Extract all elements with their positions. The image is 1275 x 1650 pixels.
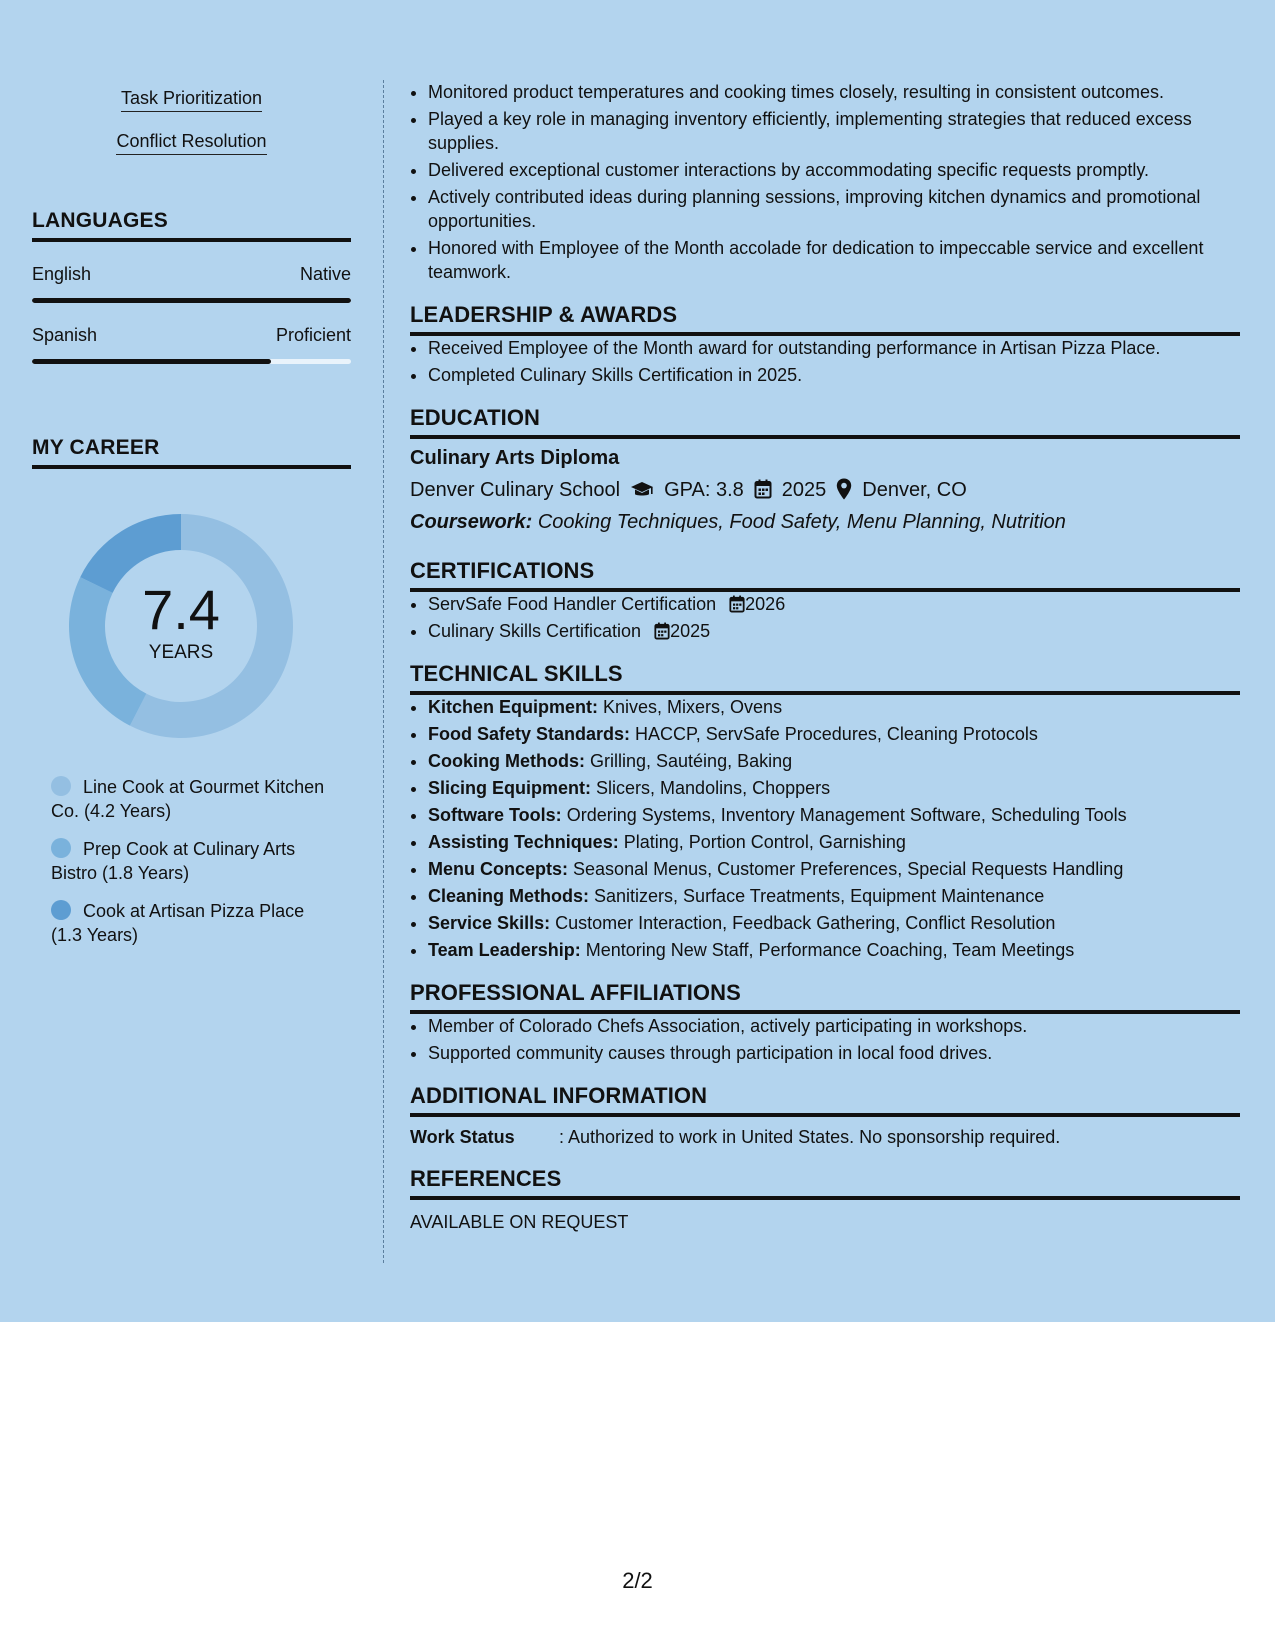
language-name: Spanish [32,325,98,345]
certifications-heading: CERTIFICATIONS [410,558,1240,592]
career-legend-label: Cook at Artisan Pizza Place (1.3 Years) [51,901,305,945]
leadership-item: • Received Employee of the Month award for outstanding performance in Artisan Pizza Place. [428,336,1240,360]
education-details [410,478,1240,503]
experience-bullets [410,80,1240,284]
work-status-row [410,1127,1240,1148]
references-text: AVAILABLE ON REQUEST [410,1212,629,1232]
education-school: Denver Culinary School [410,479,621,501]
map-pin-icon [836,478,852,503]
skill-value: Grilling, Sautéing, Baking [590,751,793,771]
affiliations-heading: PROFESSIONAL AFFILIATIONS [410,980,1240,1014]
certification-year: 2025 [670,621,711,641]
language-level: Proficient [275,325,351,345]
technical-skill-item [428,749,1240,773]
skill-label: Service Skills: [428,913,551,933]
calendar-icon [754,479,772,502]
skill-label: Cleaning Methods: [428,886,589,906]
experience-bullet: • Played a key role in managing inventory efficiently, implementing strategies that reduced excess supplies. [428,107,1240,155]
main-column [410,80,1240,1233]
skill-value: Ordering Systems, Inventory Management Software, Scheduling Tools [566,805,1127,825]
certification-item [428,592,1240,616]
skill-label: Team Leadership: [428,940,581,960]
skill-value: Plating, Portion Control, Garnishing [623,832,906,852]
skill-value: Seasonal Menus, Customer Preferences, Special Requests Handling [573,859,1124,879]
sidebar [32,80,351,961]
column-divider [383,80,384,1263]
certifications-list [410,592,1240,643]
legend-dot [51,776,71,796]
language-level-fill [32,298,351,303]
leadership-list [410,336,1240,387]
leadership-heading: LEADERSHIP & AWARDS [410,302,1240,336]
legend-dot [51,838,71,858]
experience-bullet: • Delivered exceptional customer interactions by accommodating specific requests promptly. [428,158,1240,182]
affiliation-item: • Member of Colorado Chefs Association, actively participating in workshops. [428,1014,1240,1038]
education-location: Denver, CO [862,479,967,501]
skill-tags [32,88,351,155]
education-heading: EDUCATION [410,405,1240,439]
skill-label: Food Safety Standards: [428,724,631,744]
technical-skill-item [428,803,1240,827]
skill-label: Kitchen Equipment: [428,697,598,717]
coursework-value: Cooking Techniques, Food Safety, Menu Planning, Nutrition [537,511,1066,533]
language-name: English [32,264,92,284]
calendar-icon [729,594,745,614]
language-level: Native [299,264,351,284]
skill-label: Slicing Equipment: [428,778,592,798]
language-level-bar [32,298,351,303]
skill-tag: Conflict Resolution [116,131,266,155]
language-item [32,264,351,303]
technical-skill-item [428,722,1240,746]
certification-name: Culinary Skills Certification [428,621,642,641]
experience-bullet: • Honored with Employee of the Month accolade for dedication to impeccable service and excellent teamwork. [428,236,1240,284]
career-heading: MY CAREER [32,436,351,469]
additional-info-heading: ADDITIONAL INFORMATION [410,1083,1240,1117]
leadership-item: • Completed Culinary Skills Certification in 2025. [428,363,1240,387]
technical-skill-item [428,830,1240,854]
career-total-unit: YEARS [148,642,214,663]
experience-bullet: • Actively contributed ideas during planning sessions, improving kitchen dynamics and promotional opportunities. [428,185,1240,233]
skill-label: Menu Concepts: [428,859,569,879]
certification-year: 2026 [745,594,786,614]
career-legend [51,775,331,947]
technical-skills-heading: TECHNICAL SKILLS [410,661,1240,695]
languages-heading: LANGUAGES [32,209,351,242]
technical-skill-item [428,695,1240,719]
career-total-years: 7.4 [142,578,220,641]
skill-label: Cooking Methods: [428,751,585,771]
calendar-icon [654,621,670,641]
coursework-label: Coursework: [410,511,533,533]
skill-tag: Task Prioritization [121,88,262,112]
legend-dot [51,900,71,920]
certification-item [428,619,1240,643]
education-gpa: GPA: 3.8 [664,479,744,501]
skill-value: Customer Interaction, Feedback Gathering, Conflict Resolution [555,913,1056,933]
career-legend-label: Line Cook at Gourmet Kitchen Co. (4.2 Years) [51,777,325,821]
experience-bullet: • Monitored product temperatures and cooking times closely, resulting in consistent outcomes. [428,80,1240,104]
certification-name: ServSafe Food Handler Certification [428,594,717,614]
skill-label: Assisting Techniques: [428,832,619,852]
skill-value: HACCP, ServSafe Procedures, Cleaning Protocols [635,724,1038,744]
career-legend-label: Prep Cook at Culinary Arts Bistro (1.8 Years) [51,839,296,883]
education-degree: Culinary Arts Diploma [410,447,620,469]
skill-value: Mentoring New Staff, Performance Coaching, Team Meetings [585,940,1075,960]
language-level-fill [32,359,271,364]
technical-skill-item [428,911,1240,935]
technical-skill-item [428,776,1240,800]
references-heading: REFERENCES [410,1166,1240,1200]
technical-skill-item [428,857,1240,881]
language-item [32,325,351,364]
language-level-bar [32,359,351,364]
career-donut-chart [66,511,296,741]
graduation-cap-icon [630,479,654,502]
career-legend-item [51,899,331,947]
education-year: 2025 [781,479,827,501]
page-number: 2/2 [622,1568,653,1593]
skill-value: Slicers, Mandolins, Choppers [596,778,831,798]
education-coursework [410,511,1240,534]
affiliation-item: • Supported community causes through participation in local food drives. [428,1041,1240,1065]
affiliations-list [410,1014,1240,1065]
technical-skills-list [410,695,1240,962]
technical-skill-item [428,884,1240,908]
work-status-label: Work Status [410,1127,515,1147]
career-legend-item [51,837,331,885]
skill-value: Sanitizers, Surface Treatments, Equipment Maintenance [594,886,1045,906]
career-legend-item [51,775,331,823]
technical-skill-item [428,938,1240,962]
skill-value: Knives, Mixers, Ovens [603,697,783,717]
work-status-value: : Authorized to work in United States. No sponsorship required. [559,1127,1061,1147]
skill-label: Software Tools: [428,805,562,825]
